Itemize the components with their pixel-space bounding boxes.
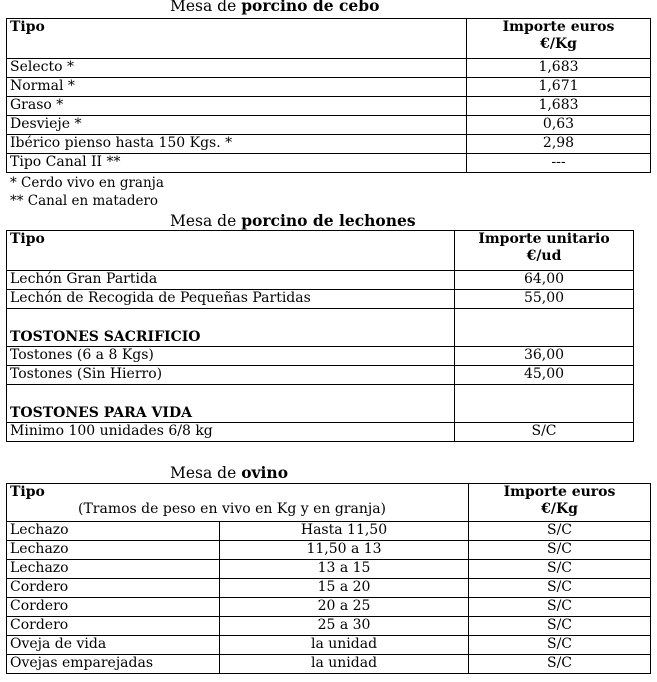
cebo-importe-cell: 1,683 [467,59,651,78]
table-row [7,423,634,442]
cebo-title-bold: porcino de cebo [241,0,380,15]
ovino-importe-cell: S/C [469,541,651,560]
table-row [7,78,651,97]
cebo-importe-cell: 2,98 [467,135,651,154]
ovino-tramo-cell: 13 a 15 [220,560,469,579]
ovino-tramo-cell: 25 a 30 [220,617,469,636]
cebo-header-importe-line1: Importe euros [502,19,615,35]
table-row [7,598,651,617]
cebo-tipo-cell: Normal * [7,78,467,97]
lechones-tipo-cell: Lechón Gran Partida [7,271,455,290]
cebo-tipo-cell: Tipo Canal II ** [7,154,467,173]
lechones-section-row [7,309,634,347]
table-row [7,560,651,579]
lechones-importe-cell: 55,00 [455,290,634,309]
ovino-tipo-cell: Cordero [7,598,220,617]
ovino-tramo-cell: la unidad [220,655,469,674]
table-row [7,579,651,598]
table-row [7,541,651,560]
table-row [7,617,651,636]
lechones-importe-cell: 36,00 [455,347,634,366]
lechones-header-importe-line1: Importe unitario [478,231,610,247]
ovino-tipo-cell: Cordero [7,617,220,636]
table-row [7,154,651,173]
ovino-importe-cell: S/C [469,636,651,655]
ovino-header-importe-line2: €/Kg [541,501,578,517]
cebo-title-prefix: Mesa de [170,0,242,15]
lechones-importe-cell: 45,00 [455,366,634,385]
cebo-importe-cell: 0,63 [467,116,651,135]
cebo-header-importe [467,19,651,59]
ovino-importe-cell: S/C [469,579,651,598]
ovino-title-bold: ovino [241,463,289,482]
ovino-tramo-cell: 15 a 20 [220,579,469,598]
table-row [7,116,651,135]
lechones-section-vida: TOSTONES PARA VIDA [7,385,455,423]
ovino-tipo-cell: Cordero [7,579,220,598]
ovino-tipo-cell: Oveja de vida [7,636,220,655]
cebo-header-tipo: Tipo [7,19,467,59]
table-row [7,522,651,541]
table-row [7,290,634,309]
table-row [7,59,651,78]
table-row [7,636,651,655]
lechones-header-row [7,231,634,271]
ovino-header-row [7,484,651,522]
ovino-header-importe-line1: Importe euros [503,484,616,500]
table-row [7,366,634,385]
ovino-importe-cell: S/C [469,598,651,617]
lechones-table [6,230,634,442]
cebo-header-importe-line2: €/Kg [540,36,577,52]
cebo-tipo-cell: Desvieje * [7,116,467,135]
lechones-section-empty [455,309,634,347]
cebo-importe-cell: 1,683 [467,97,651,116]
lechones-section-empty [455,385,634,423]
cebo-importe-cell: 1,671 [467,78,651,97]
ovino-tipo-cell: Lechazo [7,560,220,579]
lechones-header-importe-line2: €/ud [526,248,562,264]
ovino-header-sub: (Tramos de peso en vivo en Kg y en granja) [78,501,387,517]
table-row [7,347,634,366]
ovino-tramo-cell: la unidad [220,636,469,655]
ovino-importe-cell: S/C [469,655,651,674]
lechones-title [170,212,416,230]
ovino-importe-cell: S/C [469,522,651,541]
table-row [7,655,651,674]
table-row [7,271,634,290]
cebo-note-2: ** Canal en matadero [10,193,159,209]
ovino-header-tipo [7,484,469,522]
ovino-header-importe [469,484,651,522]
lechones-title-prefix: Mesa de [170,212,242,230]
lechones-importe-cell: S/C [455,423,634,442]
ovino-tramo-cell: 11,50 a 13 [220,541,469,560]
ovino-importe-cell: S/C [469,560,651,579]
lechones-tipo-cell: Minimo 100 unidades 6/8 kg [7,423,455,442]
lechones-header-importe [455,231,634,271]
cebo-note-1: * Cerdo vivo en granja [10,175,164,191]
ovino-tipo-cell: Lechazo [7,522,220,541]
ovino-tipo-cell: Lechazo [7,541,220,560]
ovino-title-prefix: Mesa de [170,464,242,482]
cebo-tipo-cell: Graso * [7,97,467,116]
lechones-importe-cell: 64,00 [455,271,634,290]
ovino-tramo-cell: 20 a 25 [220,598,469,617]
lechones-header-tipo: Tipo [7,231,455,271]
lechones-tipo-cell: Tostones (Sin Hierro) [7,366,455,385]
lechones-tipo-cell: Tostones (6 a 8 Kgs) [7,347,455,366]
ovino-importe-cell: S/C [469,617,651,636]
ovino-title [170,464,288,482]
cebo-tipo-cell: Ibérico pienso hasta 150 Kgs. * [7,135,467,154]
ovino-table [6,483,651,674]
ovino-tramo-cell: Hasta 11,50 [220,522,469,541]
cebo-title [170,0,379,15]
cebo-header-row [7,19,651,59]
cebo-tipo-cell: Selecto * [7,59,467,78]
table-row [7,97,651,116]
lechones-tipo-cell: Lechón de Recogida de Pequeñas Partidas [7,290,455,309]
lechones-title-bold: porcino de lechones [241,211,416,230]
cebo-importe-cell: --- [467,154,651,173]
ovino-header-tipo-label: Tipo [10,484,45,500]
lechones-section-row [7,385,634,423]
ovino-tipo-cell: Ovejas emparejadas [7,655,220,674]
cebo-table [6,18,651,173]
table-row [7,135,651,154]
lechones-section-sacrificio: TOSTONES SACRIFICIO [7,309,455,347]
